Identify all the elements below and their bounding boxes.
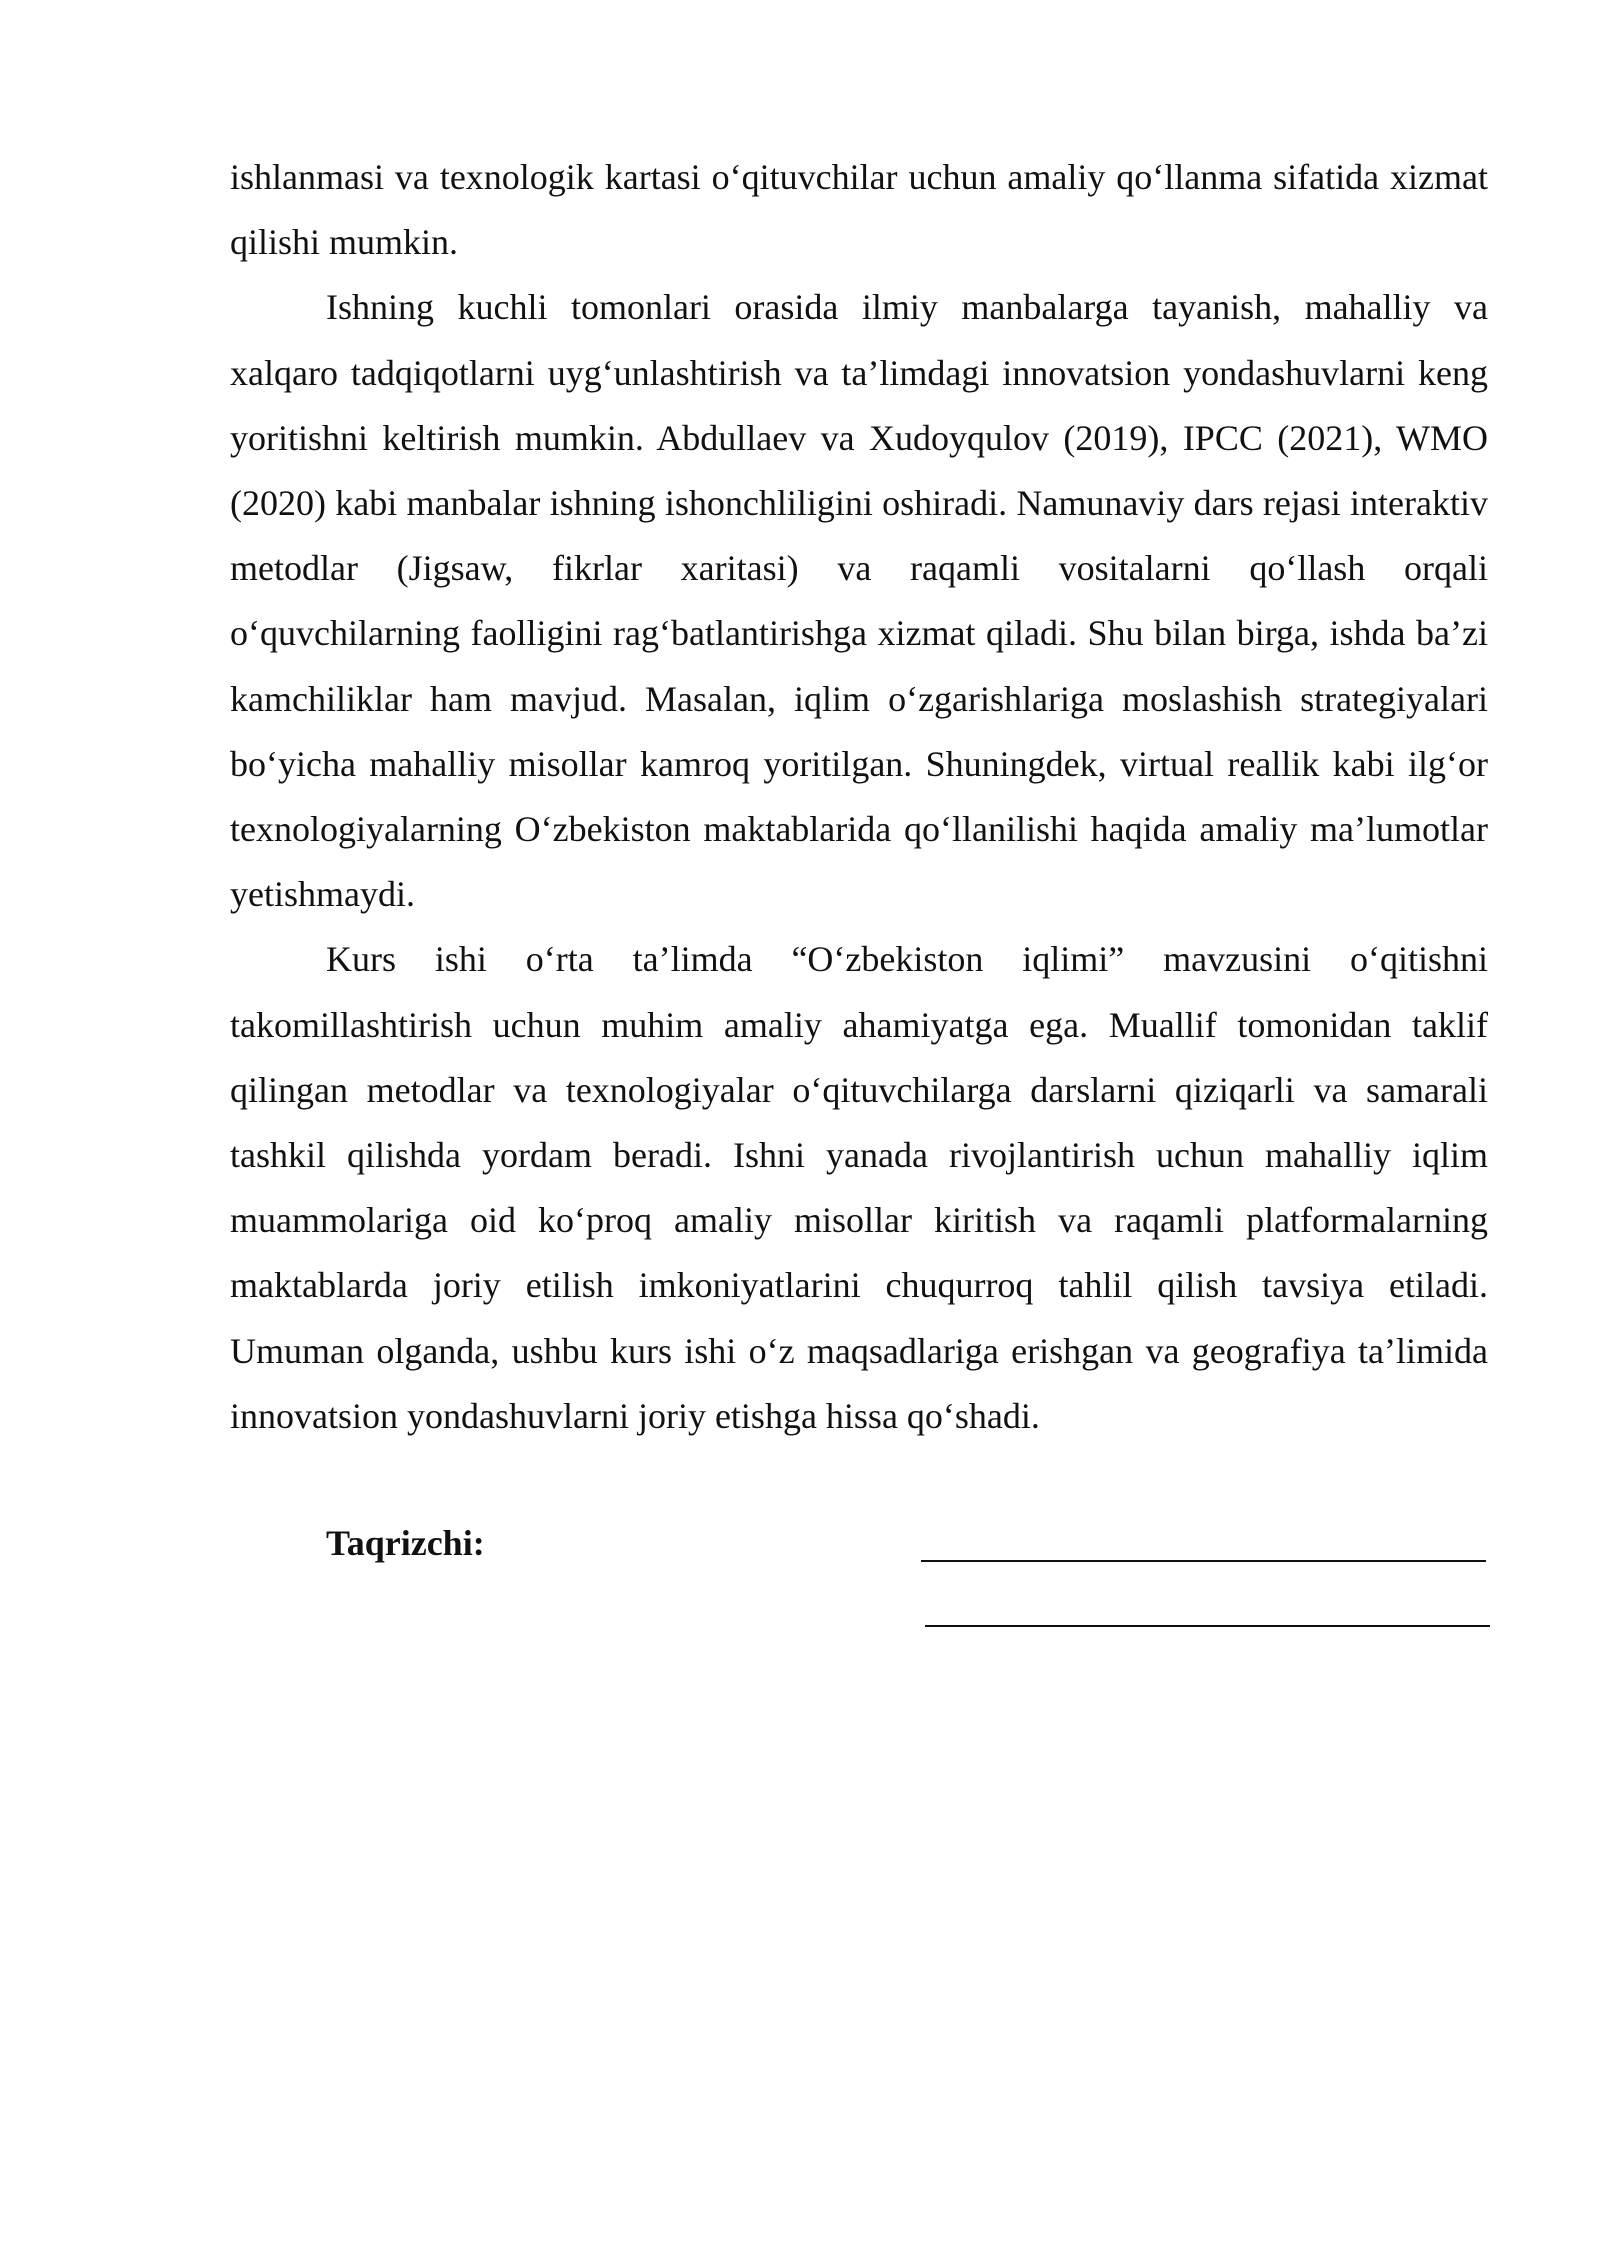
reviewer-label: Taqrizchi: — [326, 1523, 485, 1563]
paragraph-continuation: ishlanmasi va texnologik kartasi o‘qituvchilar uchun amaliy qo‘llanma sifatida xizmat qilishi mumkin. — [230, 157, 1488, 263]
signature-line-secondary — [925, 1625, 1490, 1627]
paragraph-strengths-weaknesses: Ishning kuchli tomonlari orasida ilmiy manbalarga tayanish, mahalliy va xalqaro tadqiqotlarni uyg‘unlashtirish va ta’limdagi innovatsion yondashuvlarni keng yoritishni keltirish mumkin. Abdullaev va Xudoyqulov (2019), IPCC (2021), WMO (2020) kabi manbalar ishning ishonchliligini oshiradi. Namunaviy dars rejasi interaktiv metodlar (Jigsaw, fikrlar xaritasi) va raqamli vositalarni qo‘llash orqali o‘quvchilarning faolligini rag‘batlantirishga xizmat qiladi. Shu bilan birga, ishda ba’zi kamchiliklar ham mavjud. Masalan, iqlim o‘zgarishlariga moslashish strategiyalari bo‘yicha mahalliy misollar kamroq yoritilgan. Shuningdek, virtual reallik kabi ilg‘or texnologiyalarning O‘zbekiston maktablarida qo‘llanilishi haqida amaliy ma’lumotlar yetishmaydi. — [230, 287, 1488, 915]
paragraph-conclusion: Kurs ishi o‘rta ta’limda “O‘zbekiston iqlimi” mavzusini o‘qitishni takomillashtirish uchun muhim amaliy ahamiyatga ega. Muallif tomonidan taklif qilingan metodlar va texnologiyalar o‘qituvchilarga darslarni qiziqarli va samarali tashkil qilishda yordam beradi. Ishni yanada rivojlantirish uchun mahalliy iqlim muammolariga oid ko‘proq amaliy misollar kiritish va raqamli platformalarning maktablarda joriy etilish imkoniyatlarini chuqurroq tahlil qilish tavsiya etiladi. Umuman olganda, ushbu kurs ishi o‘z maqsadlariga erishgan va geografiya ta’limida innovatsion yondashuvlarni joriy etishga hissa qo‘shadi. — [230, 939, 1488, 1436]
signature-line — [921, 1560, 1486, 1562]
document-body — [230, 145, 1488, 1449]
